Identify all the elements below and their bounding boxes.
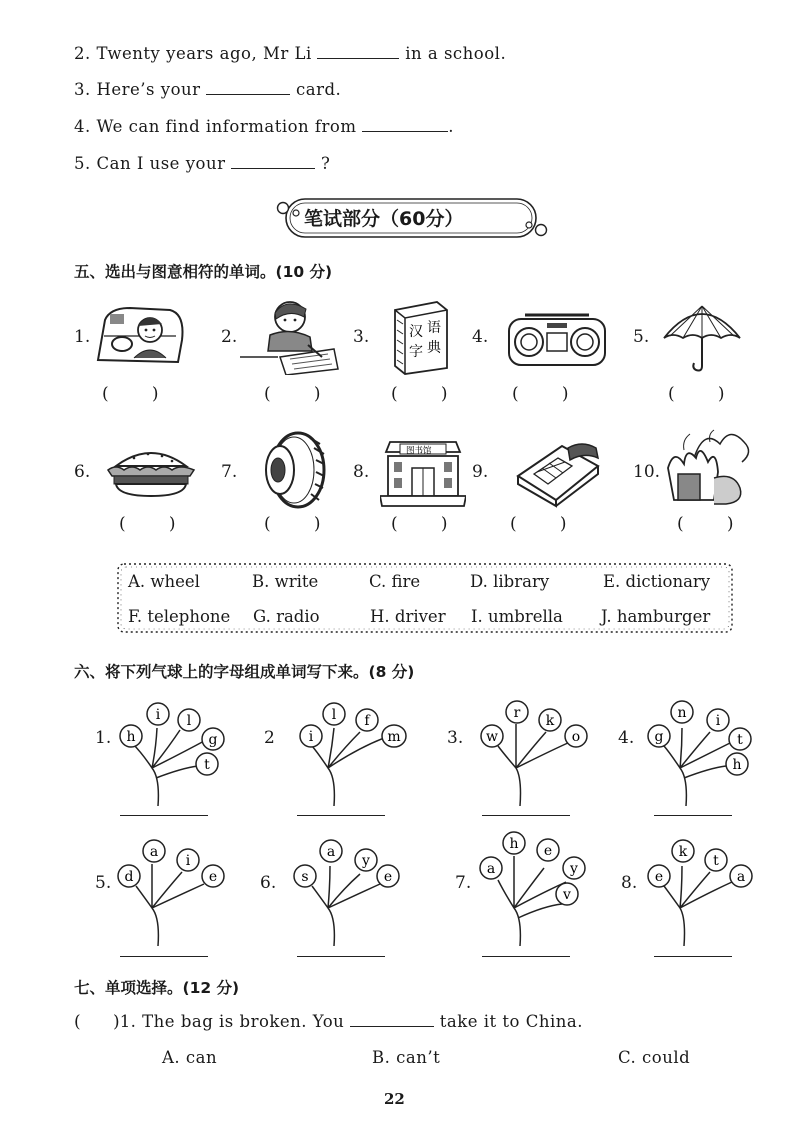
balloon-letter: h: [509, 836, 519, 852]
answer-blank[interactable]: [231, 154, 315, 169]
answer-paren[interactable]: ( ): [391, 514, 448, 534]
answer-blank[interactable]: [362, 117, 448, 132]
question-text: 3. Here’s your: [74, 80, 201, 99]
option-c: C. fire: [369, 572, 421, 591]
balloon-letter: a: [149, 844, 159, 860]
question-text: .: [448, 117, 454, 136]
balloon-letter: l: [331, 707, 337, 723]
hamburger-icon: [104, 444, 198, 498]
balloon-letter: t: [204, 757, 210, 773]
item-number: 2: [264, 728, 275, 748]
answer-paren[interactable]: ( ): [102, 384, 159, 404]
answer-paren[interactable]: ( ): [74, 1012, 120, 1032]
balloon-letter: i: [185, 853, 191, 869]
answer-blank[interactable]: [350, 1012, 434, 1027]
item-number: 8.: [621, 873, 638, 893]
answer-paren[interactable]: ( ): [677, 514, 734, 534]
banner-title: 笔试部分（60分）: [304, 208, 464, 230]
answer-line[interactable]: [120, 955, 208, 957]
option-d: D. library: [470, 572, 550, 591]
answer-paren[interactable]: ( ): [510, 514, 567, 534]
item-number: 7.: [221, 462, 238, 482]
balloon-cluster-icon: [470, 696, 594, 808]
written-part-banner: [274, 196, 550, 240]
balloon-cluster-icon: [640, 836, 760, 948]
question-text: 2. Twenty years ago, Mr Li: [74, 44, 312, 63]
balloon-cluster-icon: [288, 698, 408, 808]
answer-paren[interactable]: ( ): [119, 514, 176, 534]
answer-blank[interactable]: [317, 44, 399, 59]
balloon-letter: d: [124, 869, 134, 885]
boy-writing-icon: [238, 295, 346, 375]
balloon-letter: r: [513, 705, 521, 721]
wheel-icon: [258, 430, 330, 510]
section-7-title: 七、单项选择。(12 分): [74, 979, 240, 997]
question-3: [74, 80, 341, 99]
option-b: B. write: [252, 572, 319, 591]
balloon-letter: v: [563, 887, 571, 903]
answer-line[interactable]: [120, 814, 208, 816]
answer-paren[interactable]: ( ): [391, 384, 448, 404]
item-number: 4.: [472, 327, 489, 347]
book-title-char: 语: [427, 320, 441, 336]
answer-line[interactable]: [482, 814, 570, 816]
balloon-letter: k: [545, 713, 555, 729]
option-a: A. wheel: [128, 572, 200, 591]
item-number: 1.: [74, 327, 91, 347]
item-number: 4.: [618, 728, 635, 748]
balloon-letter: a: [736, 869, 746, 885]
balloon-letter: o: [571, 729, 581, 745]
balloon-letter: n: [677, 705, 687, 721]
answer-paren[interactable]: ( ): [264, 384, 321, 404]
item-number: 8.: [353, 462, 370, 482]
item-number: 6.: [74, 462, 91, 482]
page-number: 22: [384, 1090, 405, 1108]
option-g: G. radio: [253, 607, 320, 626]
library-building-icon: [380, 434, 466, 508]
item-number: 5.: [633, 327, 650, 347]
umbrella-icon: [660, 300, 744, 376]
balloon-letter: h: [126, 729, 136, 745]
option-i: I. umbrella: [471, 607, 563, 626]
question-text: 5. Can I use your: [74, 154, 226, 173]
choice-a: A. can: [162, 1048, 218, 1067]
option-e: E. dictionary: [603, 572, 711, 591]
library-sign: 图书馆: [406, 446, 432, 456]
balloon-letter: e: [654, 869, 664, 885]
driver-icon: [90, 300, 190, 372]
question-text: 1. The bag is broken. You: [119, 1012, 345, 1031]
item-number: 5.: [95, 873, 112, 893]
book-title-char: 汉: [409, 324, 423, 340]
item-number: 10.: [633, 462, 661, 482]
answer-line[interactable]: [482, 955, 570, 957]
question-text: card.: [296, 80, 342, 99]
balloon-letter: h: [732, 757, 742, 773]
balloon-letter: i: [155, 707, 161, 723]
choice-question-1: [74, 1012, 583, 1032]
balloon-letter: k: [678, 844, 688, 860]
item-number: 6.: [260, 873, 277, 893]
radio-icon: [505, 305, 609, 369]
balloon-cluster-icon: [112, 836, 232, 948]
balloon-letter: e: [543, 843, 553, 859]
question-2: [74, 44, 506, 63]
balloon-letter: a: [326, 844, 336, 860]
balloon-letter: y: [362, 853, 370, 869]
choice-b: B. can’t: [372, 1048, 441, 1067]
balloon-letter: g: [208, 732, 218, 748]
balloon-letter: t: [713, 853, 719, 869]
question-5: [74, 154, 330, 173]
balloon-letter: a: [486, 861, 496, 877]
answer-paren[interactable]: ( ): [668, 384, 725, 404]
question-text: 4. We can find information from: [74, 117, 357, 136]
balloon-letter: i: [308, 729, 314, 745]
question-4: [74, 117, 454, 136]
balloon-letter: f: [364, 713, 370, 729]
answer-line[interactable]: [297, 955, 385, 957]
section-5-title: 五、选出与图意相符的单词。(10 分): [74, 263, 333, 281]
word-options-box: [116, 561, 734, 635]
book-title-char: 字: [409, 344, 423, 360]
balloon-letter: m: [387, 729, 401, 745]
option-f: F. telephone: [128, 607, 231, 626]
choice-c: C. could: [618, 1048, 691, 1067]
answer-paren[interactable]: ( ): [512, 384, 569, 404]
balloon-letter: l: [186, 713, 192, 729]
item-number: 9.: [472, 462, 489, 482]
balloon-letter: i: [715, 713, 721, 729]
balloon-cluster-icon: [640, 698, 760, 808]
item-number: 3.: [447, 728, 464, 748]
fire-icon: [664, 428, 750, 510]
balloon-letter: y: [570, 861, 578, 877]
answer-blank[interactable]: [206, 80, 290, 95]
item-number: 1.: [95, 728, 112, 748]
option-h: H. driver: [370, 607, 446, 626]
section-6-title: 六、将下列气球上的字母组成单词写下来。(8 分): [74, 663, 415, 681]
answer-line[interactable]: [654, 955, 732, 957]
balloon-cluster-icon: [112, 698, 232, 808]
question-text: take it to China.: [439, 1012, 583, 1031]
book-title-char: 典: [427, 340, 441, 356]
item-number: 2.: [221, 327, 238, 347]
question-text: ?: [320, 154, 331, 173]
answer-paren[interactable]: ( ): [264, 514, 321, 534]
answer-line[interactable]: [654, 814, 732, 816]
balloon-letter: e: [383, 869, 393, 885]
item-number: 7.: [455, 873, 472, 893]
telephone-icon: [512, 436, 604, 508]
item-number: 3.: [353, 327, 370, 347]
answer-line[interactable]: [297, 814, 385, 816]
balloon-letter: s: [301, 869, 309, 885]
balloon-letter: w: [486, 729, 498, 745]
dictionary-book-icon: [385, 296, 451, 376]
balloon-letter: e: [208, 869, 218, 885]
balloon-letter: t: [737, 732, 743, 748]
balloon-cluster-icon: [282, 836, 406, 948]
balloon-letter: g: [654, 729, 664, 745]
option-j: J. hamburger: [601, 607, 711, 626]
question-text: in a school.: [405, 44, 507, 63]
balloon-cluster-icon: [474, 826, 598, 948]
